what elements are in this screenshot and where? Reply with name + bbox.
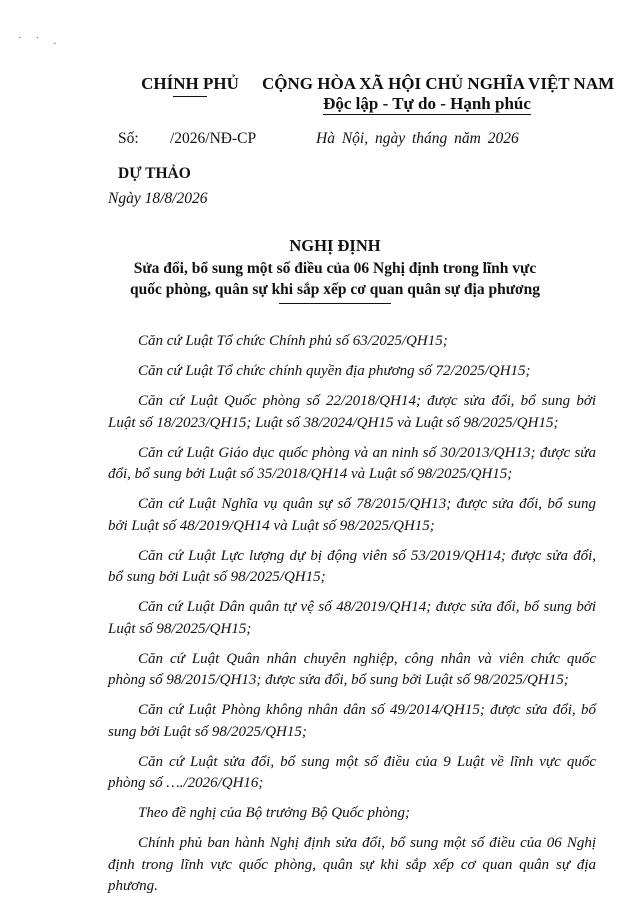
place-date-line: Hà Nội, ngày tháng năm 2026 xyxy=(316,130,519,147)
preamble-paragraph: Căn cứ Luật Quân nhân chuyên nghiệp, công nhân và viên chức quốc phòng số 98/2015/QH13; được sửa đổi, bổ sung bởi Luật số 98/2025/QH15; xyxy=(108,650,596,688)
document-number-value: /2026/NĐ-CP xyxy=(170,130,257,147)
title-underline xyxy=(279,303,391,304)
document-subtitle: Sửa đổi, bổ sung một số điều của 06 Nghị định trong lĩnh vực quốc phòng, quân sự khi sắp xếp cơ quan quân sự địa phương xyxy=(130,260,540,298)
preamble xyxy=(108,331,596,906)
national-header-block xyxy=(262,74,615,115)
preamble-paragraph: Căn cứ Luật Giáo dục quốc phòng và an ninh số 30/2013/QH13; được sửa đổi, bổ sung bởi Luật số 35/2018/QH14 và Luật số 98/2025/QH15; xyxy=(108,444,596,482)
title-block xyxy=(100,236,570,304)
draft-date: Ngày 18/8/2026 xyxy=(108,190,208,207)
preamble-paragraph: Căn cứ Luật Tổ chức chính quyền địa phương số 72/2025/QH15; xyxy=(138,363,531,379)
preamble-paragraph: Căn cứ Luật Tổ chức Chính phủ số 63/2025/QH15; xyxy=(138,333,448,349)
document-number xyxy=(118,130,256,148)
issuing-authority-block xyxy=(130,74,250,97)
preamble-paragraph: Theo đề nghị của Bộ trưởng Bộ Quốc phòng; xyxy=(138,805,410,821)
preamble-paragraph: Căn cứ Luật Nghĩa vụ quân sự số 78/2015/QH13; được sửa đổi, bổ sung bởi Luật số 48/2019/QH14 và Luật số 98/2025/QH15; xyxy=(108,496,596,534)
preamble-paragraph: Chính phủ ban hành Nghị định sửa đổi, bổ sung một số điều của 06 Nghị định trong lĩnh vực quốc phòng, quân sự khi sắp xếp cơ quan quân sự địa phương. xyxy=(108,835,596,894)
national-motto: Độc lập - Tự do - Hạnh phúc xyxy=(323,94,531,113)
preamble-paragraph: Căn cứ Luật Dân quân tự vệ số 48/2019/QH14; được sửa đổi, bổ sung bởi Luật số 98/2025/QH15; xyxy=(108,599,596,637)
authority-underline xyxy=(173,96,207,97)
preamble-paragraph: Căn cứ Luật Phòng không nhân dân số 49/2014/QH15; được sửa đổi, bổ sung bởi Luật số 98/2025/QH15; xyxy=(108,702,596,740)
draft-label: DỰ THẢO xyxy=(118,165,191,182)
preamble-paragraph: Căn cứ Luật Quốc phòng số 22/2018/QH14; được sửa đổi, bổ sung bởi Luật số 18/2023/QH15; Luật số 38/2024/QH15 và Luật số 98/2025/QH15; xyxy=(108,393,596,431)
issuing-authority: CHÍNH PHỦ xyxy=(141,74,239,93)
document-number-label: Số: xyxy=(118,130,139,147)
nation-name: CỘNG HÒA XÃ HỘI CHỦ NGHĨA VIỆT NAM xyxy=(262,74,615,93)
document-type: NGHỊ ĐỊNH xyxy=(289,236,381,255)
preamble-paragraph: Căn cứ Luật sửa đổi, bổ sung một số điều của 9 Luật về lĩnh vực quốc phòng số …./2026/QH16; xyxy=(108,753,596,791)
preamble-paragraph: Căn cứ Luật Lực lượng dự bị động viên số 53/2019/QH14; được sửa đổi, bổ sung bởi Luật số 98/2025/QH15; xyxy=(108,547,596,585)
scan-specks: ˙ ˙ . xyxy=(18,36,63,47)
